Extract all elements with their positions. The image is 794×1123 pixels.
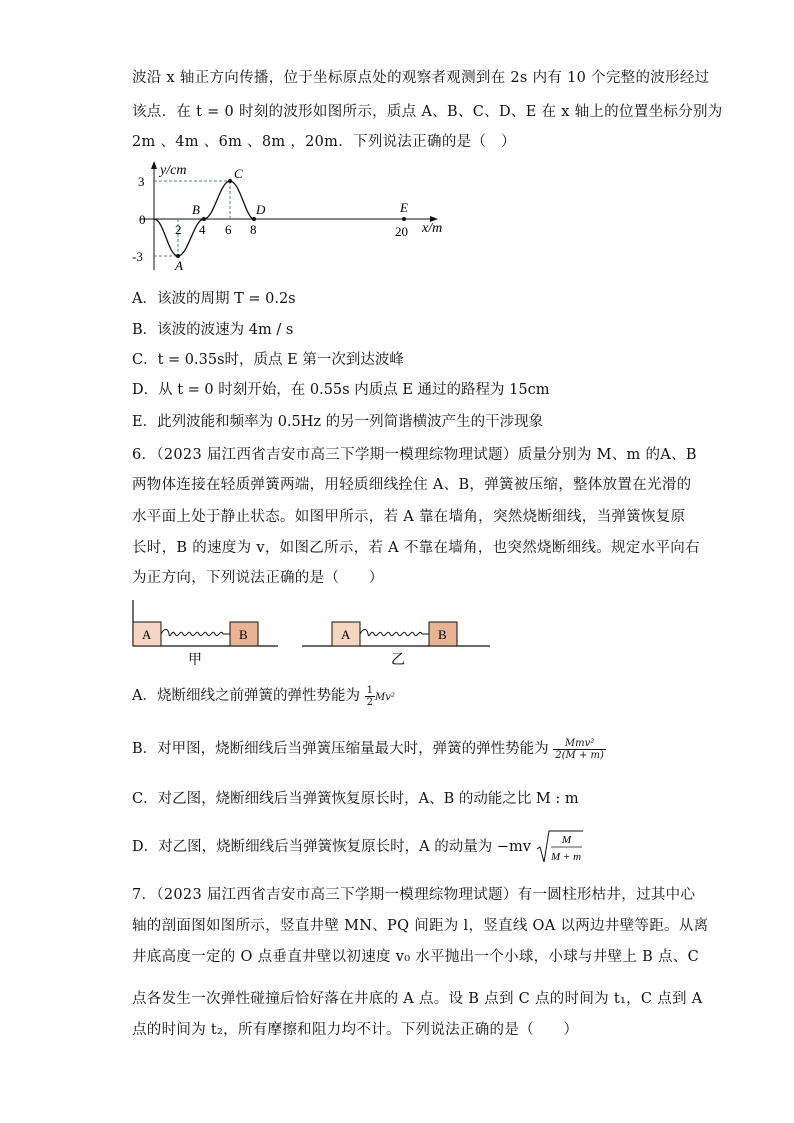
- q6-option-b-text: B．对甲图，烧断细线后当弹簧压缩量最大时，弹簧的弹性势能为: [132, 741, 549, 757]
- fraction-denominator: 2: [366, 696, 373, 708]
- block-b-label: B: [438, 627, 447, 642]
- x-tick-2: 2: [175, 222, 182, 237]
- sqrt-denominator: M + m: [550, 851, 581, 863]
- q5-stem-line-3: 2m 、4m 、6m 、8m ，20m．下列说法正确的是（ ）: [132, 134, 516, 150]
- y-tick-0: 0: [139, 212, 146, 227]
- q6-figure-yi: [298, 610, 494, 668]
- point-c-dot: [228, 179, 232, 183]
- q5-option-b: B．该波的波速为 4m / s: [132, 322, 294, 338]
- fraction-numerator: Mmv²: [553, 738, 606, 750]
- point-d-label: D: [256, 202, 266, 217]
- y-axis-arrow: [151, 161, 157, 169]
- x-tick-8: 8: [250, 222, 257, 237]
- point-b-dot: [202, 217, 206, 221]
- q5-stem-line-1: 波沿 x 轴正方向传播，位于坐标原点处的观察者观测到在 2s 内有 10 个完整的波形经过: [132, 70, 710, 86]
- q6-stem-line-3: 水平面上处于静止状态。如图甲所示，若 A 靠在墙角，突然烧断细线，当弹簧恢复原: [132, 509, 686, 525]
- q6-option-b: [132, 737, 606, 761]
- point-d-dot: [252, 217, 256, 221]
- point-e-dot: [402, 217, 406, 221]
- q7-stem-line-2: 轴的剖面图如图所示，竖直井壁 MN、PQ 间距为 l，竖直线 OA 以两边井壁等距。从离: [132, 918, 709, 934]
- block-a-label: A: [341, 627, 351, 642]
- q7-stem-line-5: 点的时间为 t₂，所有摩擦和阻力均不计。下列说法正确的是（ ）: [132, 1022, 579, 1038]
- fraction-numerator: 1: [366, 684, 373, 696]
- q7-stem-line-1: 7．（2023 届江西省吉安市高三下学期一模理综物理试题）有一圆柱形枯井，过其中心: [132, 887, 696, 903]
- q7-stem-line-4: 点各发生一次弹性碰撞后恰好落在井底的 A 点。设 B 点到 C 点的时间为 t₁，C 点到 A: [132, 991, 703, 1007]
- y-axis-label: y/cm: [160, 163, 187, 178]
- q5-wave-graph: [130, 158, 460, 276]
- q6-option-d-text: D．对乙图，烧断细线后当弹簧恢复原长时，A 的动量为 −mv: [132, 839, 531, 855]
- q5-option-a: A．该波的周期 T = 0.2s: [132, 291, 296, 307]
- q6-stem-line-4: 长时，B 的速度为 v，如图乙所示，若 A 不靠在墙角，也突然烧断细线。规定水平向右: [132, 540, 700, 556]
- y-tick-3: 3: [138, 174, 145, 189]
- block-b-label: B: [239, 627, 248, 642]
- caption-jia: 甲: [188, 653, 202, 668]
- caption-yi: 乙: [391, 653, 405, 668]
- spring: [360, 630, 422, 636]
- block-a-label: A: [142, 627, 152, 642]
- q5-option-d: D．从 t = 0 时刻开始，在 0.55s 内质点 E 通过的路程为 15cm: [132, 382, 550, 398]
- q6-option-d-sqrt: [536, 829, 584, 865]
- q7-stem-line-3: 井底高度一定的 O 点垂直井壁以初速度 v₀ 水平抛出一个小球，小球与井壁上 B 点、C: [132, 949, 699, 965]
- q5-option-c: C．t = 0.35s时，质点 E 第一次到达波峰: [132, 352, 404, 368]
- q6-stem-line-1: 6．（2023 届江西省吉安市高三下学期一模理综物理试题）质量分别为 M、m 的A、B: [132, 447, 697, 463]
- x-tick-20: 20: [395, 224, 408, 239]
- q5-option-e: E．此列波能和频率为 0.5Hz 的另一列简谐横波产生的干涉现象: [132, 414, 544, 430]
- x-tick-4: 4: [199, 222, 206, 237]
- y-tick-neg3: -3: [132, 249, 143, 264]
- q6-stem-line-5: 为正方向，下列说法正确的是（ ）: [132, 570, 384, 586]
- spring: [161, 630, 223, 636]
- q6-option-a-fraction: [365, 685, 375, 708]
- q5-stem-line-2: 该点．在 t = 0 时刻的波形如图所示，质点 A、B、C、D、E 在 x 轴上的位置坐标分别为: [132, 104, 723, 120]
- q6-stem-line-2: 两物体连接在轻质弹簧两端，用轻质细线拴住 A、B，弹簧被压缩，整体放置在光滑的: [132, 477, 692, 493]
- sqrt-numerator: M: [561, 834, 571, 846]
- point-b-label: B: [192, 202, 200, 217]
- q6-figure-jia: [128, 596, 284, 668]
- q6-option-c: C．对乙图，烧断细线后当弹簧恢复原长时，A、B 的动能之比 M : m: [132, 791, 579, 807]
- q6-option-d: [132, 829, 584, 865]
- x-axis-label: x/m: [422, 221, 443, 236]
- x-tick-6: 6: [225, 222, 232, 237]
- q6-option-b-fraction: [553, 738, 606, 761]
- q6-option-a-tail: Mv²: [374, 692, 395, 703]
- point-a-label: A: [175, 258, 183, 273]
- point-c-label: C: [234, 166, 243, 181]
- point-e-label: E: [400, 200, 408, 215]
- fraction-denominator: 2(M + m): [555, 749, 604, 761]
- q6-option-a: [132, 684, 395, 708]
- q6-option-a-text: A．烧断细线之前弹簧的弹性势能为: [132, 688, 360, 704]
